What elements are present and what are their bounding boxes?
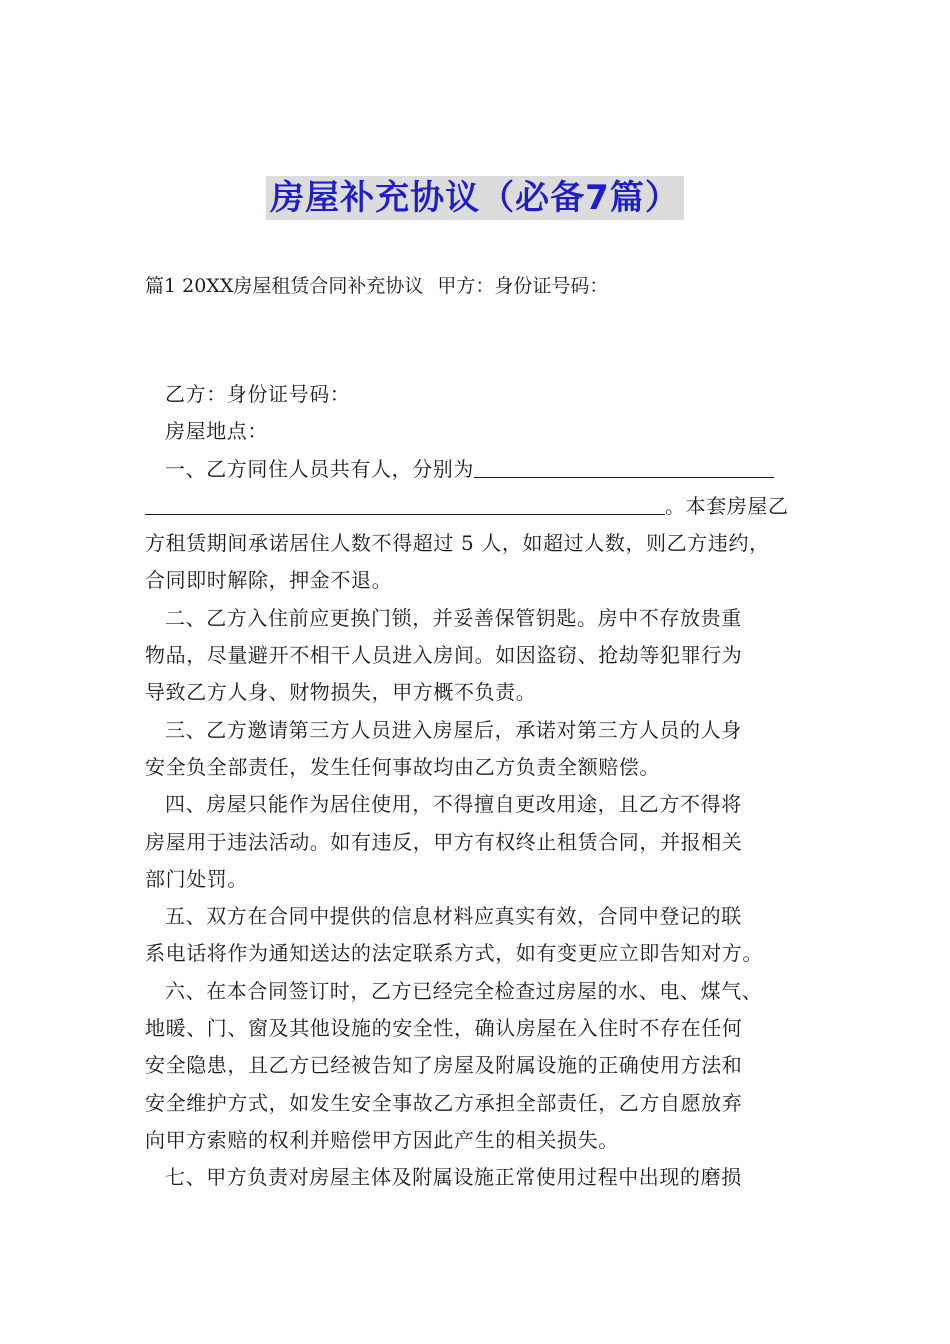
paragraph-line: 安全负全部责任，发生任何事故均由乙方负责全额赔偿。 bbox=[145, 754, 660, 779]
paragraph-line: 系电话将作为通知送达的法定联系方式，如有变更应立即告知对方。 bbox=[145, 941, 763, 966]
clause-1-line bbox=[145, 451, 825, 488]
clause-4-line: 四、房屋只能作为居住使用，不得擅自更改用途，且乙方不得将 bbox=[165, 792, 742, 817]
clause-7-line: 七、甲方负责对房屋主体及附属设施正常使用过程中出现的磨损 bbox=[165, 1165, 742, 1190]
paragraph-line: 物品，尽量避开不相干人员进入房间。如因盗窃、抢劫等犯罪行为 bbox=[145, 643, 743, 668]
clause-5-line: 五、双方在合同中提供的信息材料应真实有效，合同中登记的联 bbox=[165, 904, 742, 929]
section-heading-title: 篇1 20XX房屋租赁合同补充协议 bbox=[145, 275, 424, 297]
clause-1-continued bbox=[145, 488, 825, 525]
clause-1-text-cont: 。本套房屋乙 bbox=[665, 493, 789, 518]
fill-in-blank bbox=[474, 451, 774, 478]
fill-in-blank bbox=[145, 488, 665, 515]
paragraph-line: 地暖、门、窗及其他设施的安全性，确认房屋在入住时不存在任何 bbox=[145, 1016, 743, 1041]
paragraph-line: 方租赁期间承诺居住人数不得超过 5 人，如超过人数，则乙方违约， bbox=[145, 531, 770, 556]
party-b-line: 乙方：身份证号码： bbox=[165, 382, 351, 406]
clause-2-line: 二、乙方入住前应更换门锁，并妥善保管钥匙。房中不存放贵重 bbox=[165, 605, 742, 630]
clause-1-text: 一、乙方同住人员共有人，分别为 bbox=[165, 456, 474, 481]
clause-6-line: 六、在本合同签订时，乙方已经完全检查过房屋的水、电、煤气、 bbox=[165, 978, 763, 1003]
party-a-label: 甲方：身份证号码： bbox=[437, 275, 609, 297]
document-title: 房屋补充协议（必备7篇） bbox=[266, 176, 684, 220]
paragraph-line: 合同即时解除，押金不退。 bbox=[145, 568, 393, 593]
agreement-body bbox=[145, 376, 825, 1197]
paragraph-line: 安全隐患，且乙方已经被告知了房屋及附属设施的正确使用方法和 bbox=[145, 1053, 743, 1078]
house-location-line: 房屋地点： bbox=[165, 419, 268, 444]
paragraph-line: 导致乙方人身、财物损失，甲方概不负责。 bbox=[145, 680, 537, 705]
paragraph-line: 房屋用于违法活动。如有违反，甲方有权终止租赁合同，并报相关 bbox=[145, 829, 743, 854]
paragraph-line: 向甲方索赔的权利并赔偿甲方因此产生的相关损失。 bbox=[145, 1127, 619, 1152]
paragraph-line: 部门处罚。 bbox=[145, 866, 248, 891]
title-container bbox=[0, 176, 950, 220]
clause-3-line: 三、乙方邀请第三方人员进入房屋后，承诺对第三方人员的人身 bbox=[165, 717, 742, 742]
section-heading bbox=[145, 272, 608, 300]
paragraph-line: 安全维护方式，如发生安全事故乙方承担全部责任，乙方自愿放弃 bbox=[145, 1090, 743, 1115]
